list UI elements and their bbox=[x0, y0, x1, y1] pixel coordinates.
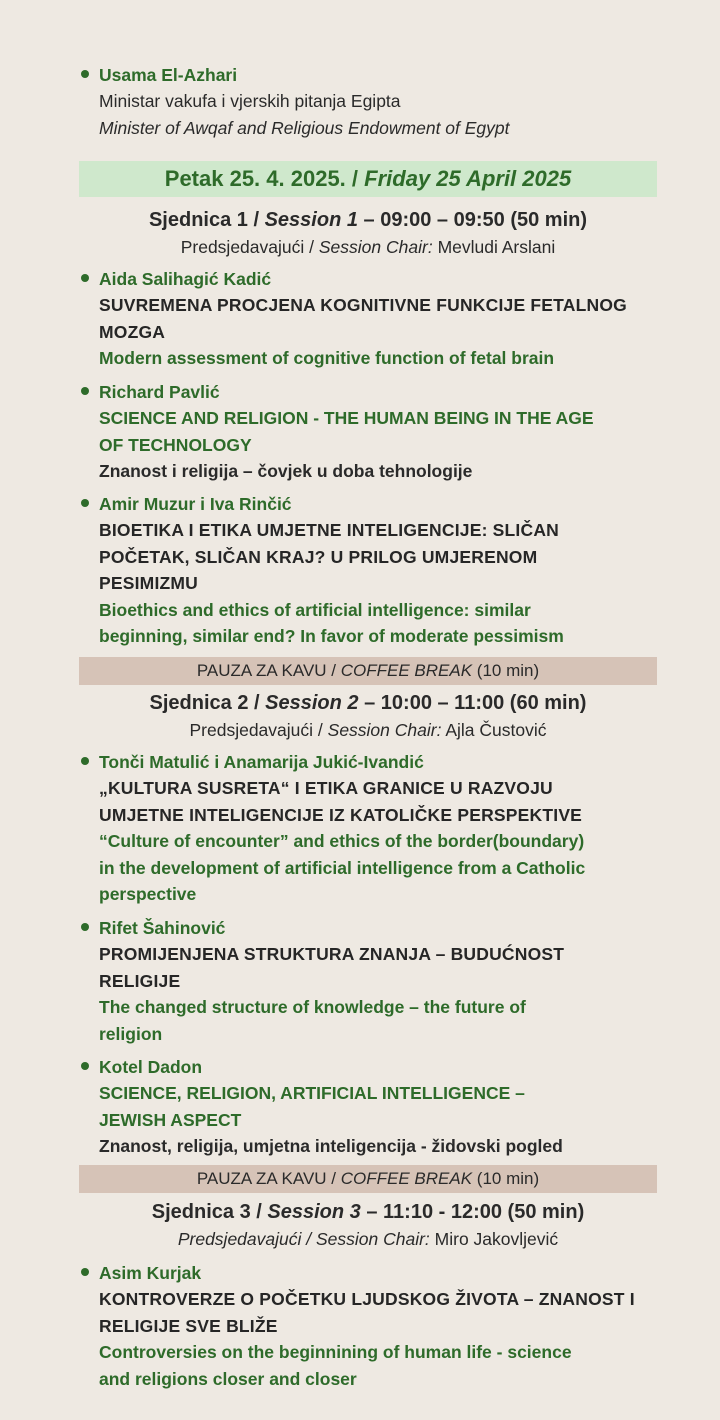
speaker-name: Aida Salihagić Kadić bbox=[99, 269, 272, 289]
pause-hr: PAUZA ZA KAVU / bbox=[196, 1169, 337, 1188]
talk-title: PESIMIZMU bbox=[99, 573, 199, 594]
chair-label-hr: Predsjedavajući / bbox=[189, 720, 323, 740]
talk-title: OF TECHNOLOGY bbox=[99, 434, 252, 455]
talk-subtitle: Znanost, religija, umjetna inteligencija - židovski pogled bbox=[99, 1136, 563, 1157]
pause-hr: PAUZA ZA KAVU / bbox=[196, 661, 337, 680]
talk-subtitle: “Culture of encounter” and ethics of the border(boundary) bbox=[99, 831, 585, 852]
talk-title: KONTROVERZE O POČETKU LJUDSKOG ŽIVOTA – ZNANOST I bbox=[99, 1289, 635, 1310]
chair-label-en: Session Chair: bbox=[318, 237, 433, 257]
talk-subtitle: Bioethics and ethics of artificial intelligence: similar bbox=[99, 599, 531, 620]
bullet-icon bbox=[81, 274, 89, 282]
speaker-name: Tonči Matulić i Anamarija Jukić-Ivandić bbox=[99, 752, 424, 772]
talk-subtitle: Znanost i religija – čovjek u doba tehnologije bbox=[99, 461, 473, 482]
talk-title: BIOETIKA I ETIKA UMJETNE INTELIGENCIJE: SLIČAN bbox=[99, 520, 560, 541]
talk-subtitle: The changed structure of knowledge – the future of bbox=[99, 997, 526, 1018]
talk-entry bbox=[78, 915, 688, 1047]
talk-subtitle: beginning, similar end? In favor of moderate pessimism bbox=[99, 626, 564, 647]
talk-title: SCIENCE AND RELIGION - THE HUMAN BEING IN THE AGE bbox=[99, 408, 594, 429]
session-label-hr: Sjednica 3 / bbox=[151, 1201, 262, 1223]
day-en: Friday 25 April 2025 bbox=[364, 166, 572, 191]
chair-label-hr: Predsjedavajući / bbox=[180, 237, 314, 257]
session-time: – 09:00 – 09:50 (50 min) bbox=[363, 209, 588, 231]
talk-title: RELIGIJE SVE BLIŽE bbox=[99, 1315, 278, 1336]
session-2-title bbox=[79, 690, 657, 716]
chair-label-en: Session Chair: bbox=[327, 720, 442, 740]
talk-entry bbox=[78, 1260, 688, 1392]
pause-en: COFFEE BREAK bbox=[340, 1169, 473, 1188]
pause-en: COFFEE BREAK bbox=[340, 661, 473, 680]
talk-subtitle: Controversies on the beginnining of human life - science bbox=[99, 1342, 572, 1363]
speaker-name: Rifet Šahinović bbox=[99, 918, 226, 938]
bullet-icon bbox=[81, 1062, 89, 1070]
speaker-role-en: Minister of Awqaf and Religious Endowment of Egypt bbox=[99, 117, 510, 138]
talk-title: JEWISH ASPECT bbox=[99, 1109, 242, 1130]
bullet-icon bbox=[81, 923, 89, 931]
pause-duration: (10 min) bbox=[476, 661, 540, 680]
session-label-en: Session 3 bbox=[267, 1201, 361, 1223]
session-3-title bbox=[79, 1199, 657, 1225]
bullet-icon bbox=[81, 1268, 89, 1276]
bullet-icon bbox=[81, 70, 89, 78]
talk-entry bbox=[78, 491, 688, 649]
talk-title: „KULTURA SUSRETA“ I ETIKA GRANICE U RAZVOJU bbox=[99, 778, 553, 799]
talk-subtitle: religion bbox=[99, 1023, 163, 1044]
day-hr: Petak 25. 4. 2025. / bbox=[164, 166, 359, 191]
talk-title: POČETAK, SLIČAN KRAJ? U PRILOG UMJERENOM bbox=[99, 546, 538, 567]
session-label-en: Session 2 bbox=[265, 692, 359, 714]
day-header bbox=[79, 161, 657, 197]
talk-title: SUVREMENA PROCJENA KOGNITIVNE FUNKCIJE FETALNOG bbox=[99, 295, 627, 316]
talk-entry bbox=[78, 749, 688, 907]
chair-name: Mevludi Arslani bbox=[437, 237, 556, 257]
talk-title: SCIENCE, RELIGION, ARTIFICIAL INTELLIGENCE – bbox=[99, 1083, 525, 1104]
talk-title: PROMIJENJENA STRUKTURA ZNANJA – BUDUĆNOST bbox=[99, 944, 565, 965]
speaker-role-hr: Ministar vakufa i vjerskih pitanja Egipta bbox=[99, 91, 401, 112]
intro-entry bbox=[78, 62, 688, 141]
speaker-name: Asim Kurjak bbox=[99, 1263, 202, 1283]
talk-title: MOZGA bbox=[99, 321, 166, 342]
talk-subtitle: Modern assessment of cognitive function of fetal brain bbox=[99, 348, 555, 369]
session-label-en: Session 1 bbox=[264, 209, 358, 231]
bullet-icon bbox=[81, 499, 89, 507]
session-1-title bbox=[79, 207, 657, 233]
chair-label: Predsjedavajući / Session Chair: bbox=[177, 1229, 430, 1249]
session-label-hr: Sjednica 1 / bbox=[148, 209, 260, 231]
talk-subtitle: perspective bbox=[99, 884, 197, 905]
chair-name: Ajla Čustović bbox=[445, 720, 547, 740]
pause-duration: (10 min) bbox=[476, 1169, 540, 1188]
bullet-icon bbox=[81, 757, 89, 765]
bullet-icon bbox=[81, 387, 89, 395]
speaker-name: Amir Muzur i Iva Rinčić bbox=[99, 494, 292, 514]
coffee-break-2 bbox=[79, 1165, 657, 1193]
session-label-hr: Sjednica 2 / bbox=[149, 692, 260, 714]
talk-entry bbox=[78, 266, 688, 372]
session-1-chair bbox=[79, 235, 657, 259]
coffee-break-1 bbox=[79, 657, 657, 685]
session-time: – 11:10 - 12:00 (50 min) bbox=[366, 1201, 585, 1223]
session-2-chair bbox=[79, 718, 657, 742]
talk-entry bbox=[78, 1054, 688, 1160]
session-time: – 10:00 – 11:00 (60 min) bbox=[364, 692, 587, 714]
speaker-name: Richard Pavlić bbox=[99, 382, 220, 402]
speaker-name: Kotel Dadon bbox=[99, 1057, 203, 1077]
talk-title: UMJETNE INTELIGENCIJE IZ KATOLIČKE PERSPEKTIVE bbox=[99, 804, 583, 825]
talk-subtitle: and religions closer and closer bbox=[99, 1368, 357, 1389]
talk-entry bbox=[78, 379, 688, 485]
chair-name: Miro Jakovljević bbox=[434, 1229, 559, 1249]
speaker-name: Usama El-Azhari bbox=[99, 65, 238, 85]
talk-title: RELIGIJE bbox=[99, 970, 181, 991]
talk-subtitle: in the development of artificial intelligence from a Catholic bbox=[99, 857, 586, 878]
session-3-chair bbox=[79, 1227, 657, 1251]
